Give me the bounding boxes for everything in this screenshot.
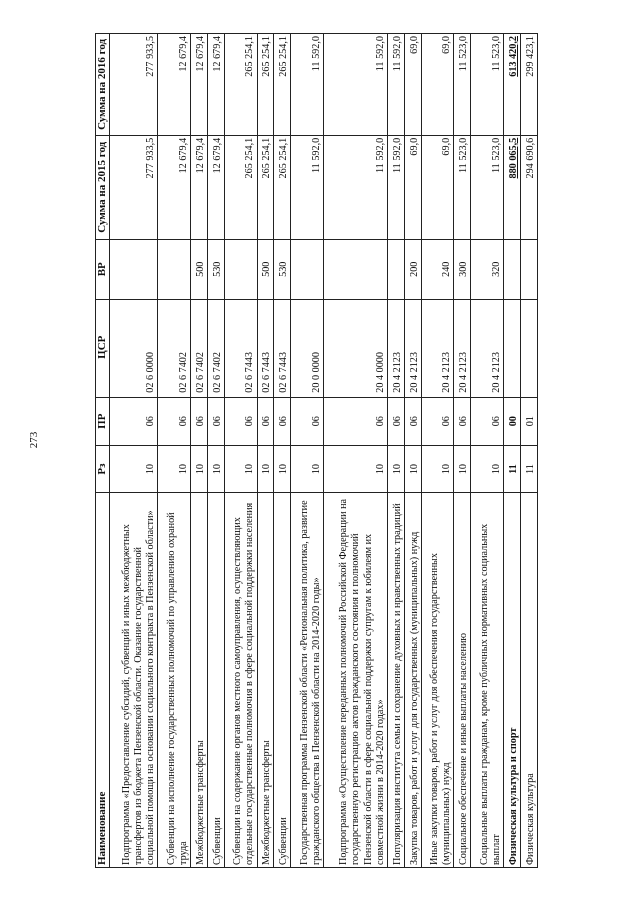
cell-pr: 06	[257, 397, 274, 445]
cell-vr	[324, 239, 388, 299]
cell-vr	[224, 239, 257, 299]
cell-name: Субвенции	[274, 493, 291, 868]
cell-rz: 10	[421, 445, 454, 493]
cell-sum-2016: 299 423,1	[520, 34, 537, 136]
cell-sum-2015: 880 065,5	[504, 135, 521, 239]
cell-name: Субвенции на содержание органов местного самоуправления, осуществляющих отдельные государственные полномочия в сфере социальной поддержки населения	[224, 493, 257, 868]
header-vr: ВР	[96, 239, 110, 299]
rotated-table-container	[95, 33, 538, 868]
cell-name: Субвенции	[208, 493, 225, 868]
header-rz: Рз	[96, 445, 110, 493]
cell-rz: 10	[274, 445, 291, 493]
cell-csr: 02 6 0000	[110, 299, 158, 397]
header-sum-2015: Сумма на 2015 год	[96, 135, 110, 239]
cell-sum-2016: 11 592,0	[324, 34, 388, 136]
cell-csr: 20 0 0000	[291, 299, 324, 397]
cell-rz: 10	[387, 445, 404, 493]
cell-pr: 06	[274, 397, 291, 445]
cell-sum-2016: 69,0	[421, 34, 454, 136]
page-number: 273	[28, 431, 40, 449]
cell-csr: 20 4 2123	[421, 299, 454, 397]
cell-csr: 02 6 7443	[257, 299, 274, 397]
cell-name: Иные закупки товаров, работ и услуг для обеспечения государственных (муниципальных) нужд	[421, 493, 454, 868]
cell-rz: 10	[110, 445, 158, 493]
cell-rz: 10	[404, 445, 421, 493]
header-pr: ПР	[96, 397, 110, 445]
cell-name: Межбюджетные трансферты	[191, 493, 208, 868]
cell-sum-2015: 11 523,0	[454, 135, 471, 239]
cell-vr: 300	[454, 239, 471, 299]
cell-name: Физическая культура	[520, 493, 537, 868]
cell-sum-2016: 613 420,2	[504, 34, 521, 136]
cell-pr: 01	[520, 397, 537, 445]
cell-sum-2015: 11 592,0	[291, 135, 324, 239]
cell-sum-2015: 265 254,1	[257, 135, 274, 239]
cell-rz: 10	[208, 445, 225, 493]
cell-csr	[520, 299, 537, 397]
cell-csr: 02 6 7443	[224, 299, 257, 397]
cell-rz: 10	[224, 445, 257, 493]
table-row	[224, 34, 257, 868]
cell-sum-2016: 265 254,1	[274, 34, 291, 136]
table-row	[421, 34, 454, 868]
cell-csr: 20 4 2123	[454, 299, 471, 397]
cell-sum-2015: 265 254,1	[224, 135, 257, 239]
cell-name: Подпрограмма «Осуществление переданных полномочий Российской Федерации на государственную регистрацию актов гражданского состояния и полномочий Пензенской области в сфере социальной поддержки супругам к юбилеям их совместной жизни в 2014-2020 годах»	[324, 493, 388, 868]
header-csr: ЦСР	[96, 299, 110, 397]
cell-sum-2016: 12 679,4	[208, 34, 225, 136]
cell-sum-2015: 69,0	[404, 135, 421, 239]
cell-csr: 20 4 2123	[387, 299, 404, 397]
cell-name: Субвенции на исполнение государственных полномочий по управлению охраной труда	[158, 493, 191, 868]
cell-pr: 06	[471, 397, 504, 445]
cell-vr	[504, 239, 521, 299]
cell-vr	[387, 239, 404, 299]
cell-sum-2016: 265 254,1	[257, 34, 274, 136]
cell-csr: 20 4 0000	[324, 299, 388, 397]
table-row	[191, 34, 208, 868]
cell-sum-2016: 265 254,1	[224, 34, 257, 136]
cell-sum-2016: 277 933,5	[110, 34, 158, 136]
cell-csr: 02 6 7402	[208, 299, 225, 397]
cell-pr: 06	[421, 397, 454, 445]
cell-pr: 06	[324, 397, 388, 445]
cell-pr: 06	[208, 397, 225, 445]
cell-sum-2015: 294 690,6	[520, 135, 537, 239]
cell-name: Закупка товаров, работ и услуг для государственных (муниципальных) нужд	[404, 493, 421, 868]
cell-name: Социальное обеспечение и иные выплаты населению	[454, 493, 471, 868]
cell-vr: 320	[471, 239, 504, 299]
cell-name: Физическая культура и спорт	[504, 493, 521, 868]
table-row	[520, 34, 537, 868]
cell-sum-2016: 11 523,0	[471, 34, 504, 136]
cell-sum-2015: 265 254,1	[274, 135, 291, 239]
cell-name: Социальные выплаты гражданам, кроме публичных нормативных социальных выплат	[471, 493, 504, 868]
cell-rz: 10	[454, 445, 471, 493]
table-body	[110, 34, 538, 868]
cell-vr: 200	[404, 239, 421, 299]
cell-rz: 11	[520, 445, 537, 493]
cell-pr: 06	[224, 397, 257, 445]
cell-rz: 10	[191, 445, 208, 493]
cell-sum-2015: 11 592,0	[324, 135, 388, 239]
table-row	[257, 34, 274, 868]
cell-vr	[158, 239, 191, 299]
cell-pr: 06	[404, 397, 421, 445]
cell-rz: 10	[291, 445, 324, 493]
cell-sum-2016: 11 592,0	[291, 34, 324, 136]
header-sum-2016: Сумма на 2016 год	[96, 34, 110, 136]
cell-name: Государственная программа Пензенской области «Региональная политика, развитие гражданского общества в Пензенской области на 2014-2020 годы»	[291, 493, 324, 868]
table-row	[208, 34, 225, 868]
cell-rz: 10	[324, 445, 388, 493]
cell-pr: 00	[504, 397, 521, 445]
cell-rz: 10	[257, 445, 274, 493]
table-row	[274, 34, 291, 868]
cell-pr: 06	[454, 397, 471, 445]
cell-name: Популяризация института семьи и сохранение духовных и нравственных традиций	[387, 493, 404, 868]
table-row	[324, 34, 388, 868]
cell-vr: 500	[257, 239, 274, 299]
cell-sum-2015: 277 933,5	[110, 135, 158, 239]
cell-csr: 02 6 7443	[274, 299, 291, 397]
cell-vr	[110, 239, 158, 299]
cell-pr: 06	[291, 397, 324, 445]
cell-sum-2015: 12 679,4	[158, 135, 191, 239]
cell-csr: 20 4 2123	[471, 299, 504, 397]
cell-sum-2016: 12 679,4	[158, 34, 191, 136]
cell-vr: 240	[421, 239, 454, 299]
cell-sum-2015: 69,0	[421, 135, 454, 239]
cell-sum-2016: 11 523,0	[454, 34, 471, 136]
cell-sum-2015: 11 592,0	[387, 135, 404, 239]
cell-name: Подпрограмма «Предоставление субсидий, субвенций и иных межбюджетных трансфертов из бюджета Пензенской области. Оказание государственной социальной помощи на основании социального контракта в Пензенской области»	[110, 493, 158, 868]
cell-rz: 10	[158, 445, 191, 493]
cell-sum-2015: 12 679,4	[191, 135, 208, 239]
table-row	[404, 34, 421, 868]
cell-csr: 20 4 2123	[404, 299, 421, 397]
cell-pr: 06	[110, 397, 158, 445]
table-row	[158, 34, 191, 868]
cell-pr: 06	[387, 397, 404, 445]
cell-vr: 530	[208, 239, 225, 299]
cell-pr: 06	[191, 397, 208, 445]
cell-vr	[291, 239, 324, 299]
header-name: Наименование	[96, 493, 110, 868]
cell-sum-2015: 11 523,0	[471, 135, 504, 239]
cell-csr	[504, 299, 521, 397]
table-row	[110, 34, 158, 868]
budget-table	[95, 33, 538, 868]
cell-rz: 10	[471, 445, 504, 493]
cell-vr: 500	[191, 239, 208, 299]
table-row	[504, 34, 521, 868]
table-row	[471, 34, 504, 868]
cell-sum-2016: 69,0	[404, 34, 421, 136]
cell-csr: 02 6 7402	[191, 299, 208, 397]
cell-name: Межбюджетные трансферты	[257, 493, 274, 868]
table-row	[387, 34, 404, 868]
table-row	[291, 34, 324, 868]
cell-sum-2016: 11 592,0	[387, 34, 404, 136]
cell-sum-2016: 12 679,4	[191, 34, 208, 136]
cell-pr: 06	[158, 397, 191, 445]
table-row	[454, 34, 471, 868]
cell-csr: 02 6 7402	[158, 299, 191, 397]
cell-rz: 11	[504, 445, 521, 493]
cell-sum-2015: 12 679,4	[208, 135, 225, 239]
cell-vr: 530	[274, 239, 291, 299]
table-header-row	[96, 34, 110, 868]
cell-vr	[520, 239, 537, 299]
